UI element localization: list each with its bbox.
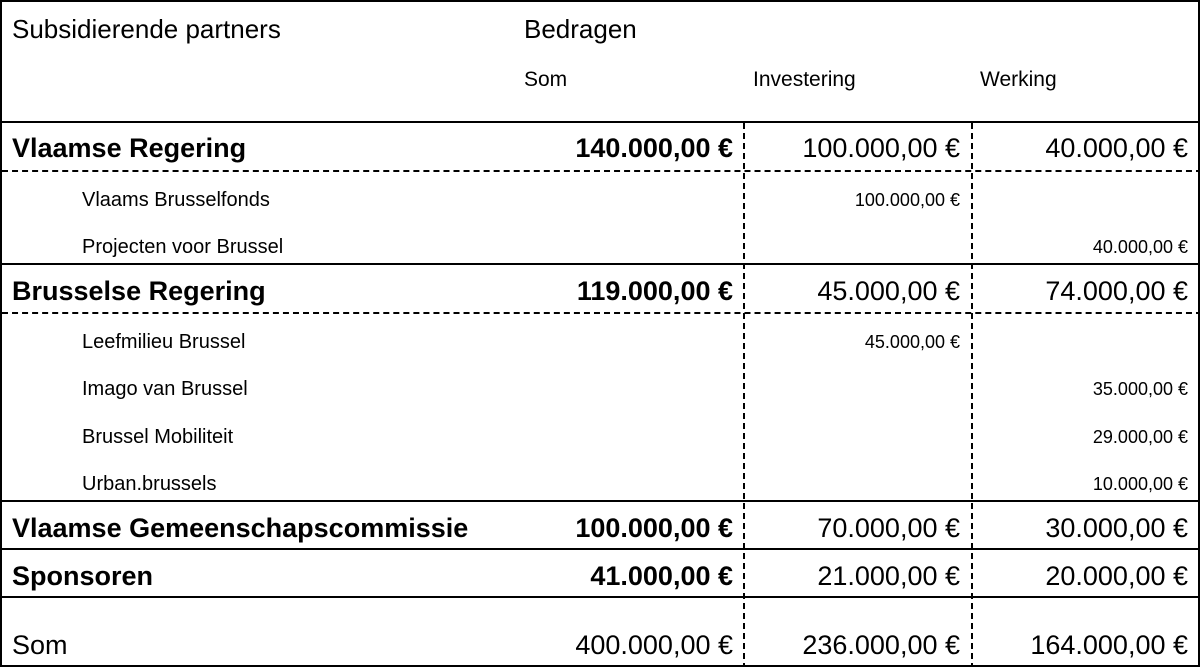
group-divider [2,548,1200,550]
total-sum: 400.000,00 € [575,630,733,660]
partner-name: Imago van Brussel [82,378,248,400]
group-investment: 45.000,00 € [817,276,960,306]
group-investment: 21.000,00 € [817,561,960,591]
group-sum: 41.000,00 € [590,561,733,591]
partner-name: Brussel Mobiliteit [82,426,234,448]
partner-name: Leefmilieu Brussel [82,331,246,353]
total-investment: 236.000,00 € [802,630,960,660]
column-header-investment: Investering [753,68,856,91]
group-divider [2,263,1200,265]
group-operation: 74.000,00 € [1045,276,1188,306]
group-name: Brusselse Regering [12,276,266,306]
group-operation: 40.000,00 € [1045,133,1188,163]
group-divider [2,500,1200,502]
partner-name: Projecten voor Brussel [82,236,284,258]
group-name: Vlaamse Gemeenschapscommissie [12,513,469,543]
group-divider-dashed [2,170,1200,172]
partner-name: Vlaams Brusselfonds [82,189,270,211]
partner-operation: 35.000,00 € [1092,379,1188,399]
partner-investment: 100.000,00 € [854,190,960,210]
total-divider [2,596,1200,598]
partner-operation: 40.000,00 € [1092,237,1188,257]
group-divider-dashed [2,312,1200,314]
header-partners-label: Subsidierende partners [12,14,281,44]
partner-name: Urban.brussels [82,473,217,495]
group-sum: 140.000,00 € [575,133,733,163]
group-name: Sponsoren [12,561,154,591]
header-amounts-label: Bedragen [524,14,637,44]
column-separator [743,123,745,667]
column-header-operation: Werking [980,68,1057,91]
column-separator [971,123,973,667]
total-label: Som [12,630,68,660]
partner-investment: 45.000,00 € [864,332,960,352]
partner-operation: 29.000,00 € [1092,427,1188,447]
group-investment: 70.000,00 € [817,513,960,543]
column-header-sum: Som [524,68,568,91]
group-sum: 119.000,00 € [576,276,733,306]
group-operation: 30.000,00 € [1045,513,1188,543]
group-name: Vlaamse Regering [12,133,247,163]
total-operation: 164.000,00 € [1030,630,1188,660]
group-sum: 100.000,00 € [575,513,733,543]
header-divider [2,121,1200,123]
group-operation: 20.000,00 € [1045,561,1188,591]
partner-operation: 10.000,00 € [1092,474,1188,494]
group-investment: 100.000,00 € [802,133,960,163]
